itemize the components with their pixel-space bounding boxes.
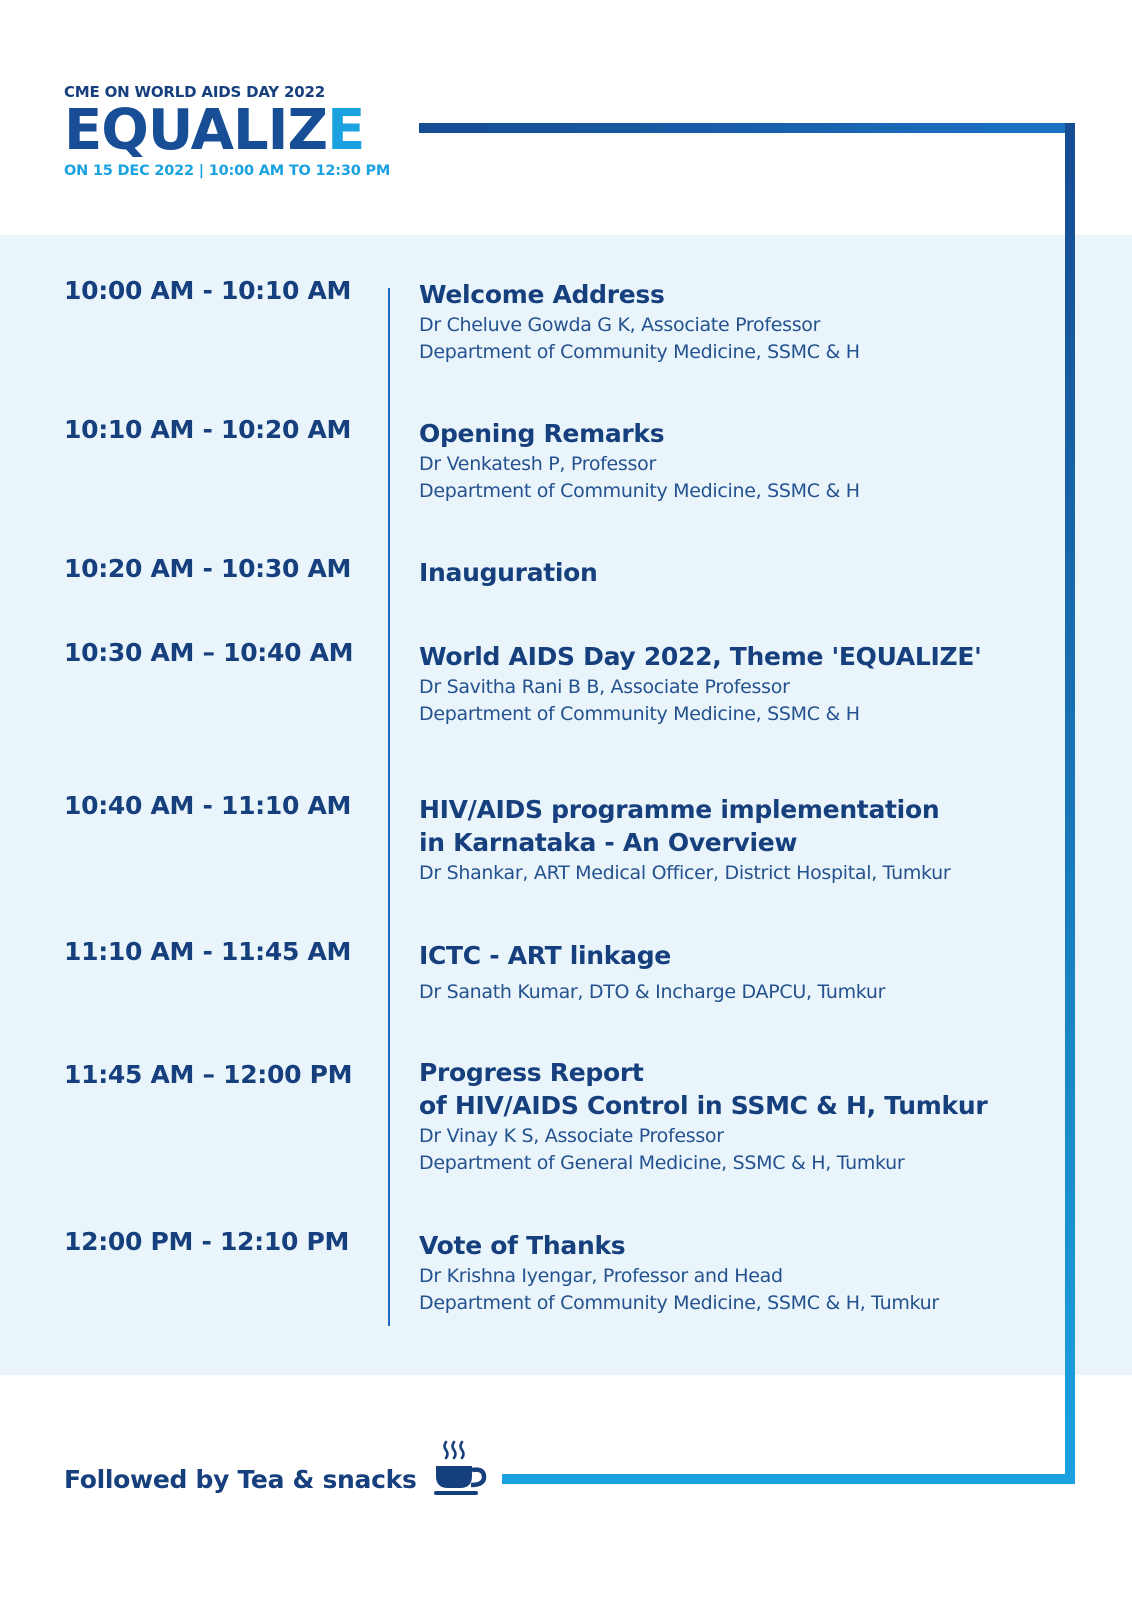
- schedule-title: ICTC - ART linkage: [419, 941, 671, 970]
- schedule-speaker: Dr Vinay K S, Associate Professor: [419, 1125, 724, 1147]
- schedule-item: [419, 793, 1039, 886]
- event-date-line: ON 15 DEC 2022 | 10:00 AM TO 12:30 PM: [64, 163, 391, 179]
- schedule-speaker: Dr Krishna Iyengar, Professor and Head: [419, 1265, 783, 1287]
- schedule-divider: [388, 288, 390, 1326]
- schedule-title: Progress Report: [419, 1058, 644, 1087]
- footer-note: Followed by Tea & snacks: [64, 1465, 417, 1494]
- schedule-time: 10:20 AM - 10:30 AM: [64, 554, 352, 583]
- schedule-item: [419, 1056, 1039, 1176]
- frame-right-line: [1065, 123, 1075, 1484]
- tea-cup-icon: [434, 1438, 494, 1498]
- schedule-speaker: Dr Sanath Kumar, DTO & Incharge DAPCU, Tumkur: [419, 981, 886, 1003]
- event-kicker: CME ON WORLD AIDS DAY 2022: [64, 83, 325, 101]
- schedule-item: [419, 278, 1039, 365]
- schedule-time: 12:00 PM - 12:10 PM: [64, 1227, 350, 1256]
- schedule-time: 11:45 AM – 12:00 PM: [64, 1060, 353, 1089]
- schedule-title: Welcome Address: [419, 280, 665, 309]
- schedule-speaker: Dr Savitha Rani B B, Associate Professor: [419, 676, 790, 698]
- schedule-speaker: Dr Venkatesh P, Professor: [419, 453, 656, 475]
- schedule-time: 10:40 AM - 11:10 AM: [64, 791, 352, 820]
- schedule-item: [419, 556, 1039, 589]
- schedule-department: Department of Community Medicine, SSMC & H: [419, 341, 860, 363]
- schedule-department: Department of Community Medicine, SSMC & H: [419, 703, 860, 725]
- schedule-department: Department of General Medicine, SSMC & H, Tumkur: [419, 1152, 905, 1174]
- schedule-time: 10:10 AM - 10:20 AM: [64, 415, 352, 444]
- schedule-time: 10:00 AM - 10:10 AM: [64, 276, 352, 305]
- event-brand: [64, 98, 390, 163]
- schedule-speaker: Dr Cheluve Gowda G K, Associate Professor: [419, 314, 821, 336]
- schedule-item: [419, 640, 1039, 727]
- schedule-item: [419, 939, 1039, 1005]
- event-header: [64, 84, 390, 179]
- schedule-title: Opening Remarks: [419, 419, 665, 448]
- schedule-item: [419, 417, 1039, 504]
- schedule-title: World AIDS Day 2022, Theme 'EQUALIZE': [419, 642, 982, 671]
- brand-last: E: [327, 98, 365, 163]
- schedule-title: Inauguration: [419, 558, 598, 587]
- frame-bottom-line: [502, 1474, 1075, 1484]
- schedule-title: Vote of Thanks: [419, 1231, 626, 1260]
- schedule-title: HIV/AIDS programme implementation: [419, 795, 940, 824]
- schedule-title-line2: in Karnataka - An Overview: [419, 828, 798, 857]
- schedule-time: 10:30 AM – 10:40 AM: [64, 638, 354, 667]
- schedule-department: Department of Community Medicine, SSMC & H, Tumkur: [419, 1292, 939, 1314]
- schedule-item: [419, 1229, 1039, 1316]
- brand-main: EQUALIZ: [64, 98, 328, 163]
- schedule-speaker: Dr Shankar, ART Medical Officer, District Hospital, Tumkur: [419, 862, 951, 884]
- schedule-title-line2: of HIV/AIDS Control in SSMC & H, Tumkur: [419, 1091, 988, 1120]
- schedule-department: Department of Community Medicine, SSMC & H: [419, 480, 860, 502]
- schedule-time: 11:10 AM - 11:45 AM: [64, 937, 352, 966]
- frame-top-line: [419, 123, 1075, 133]
